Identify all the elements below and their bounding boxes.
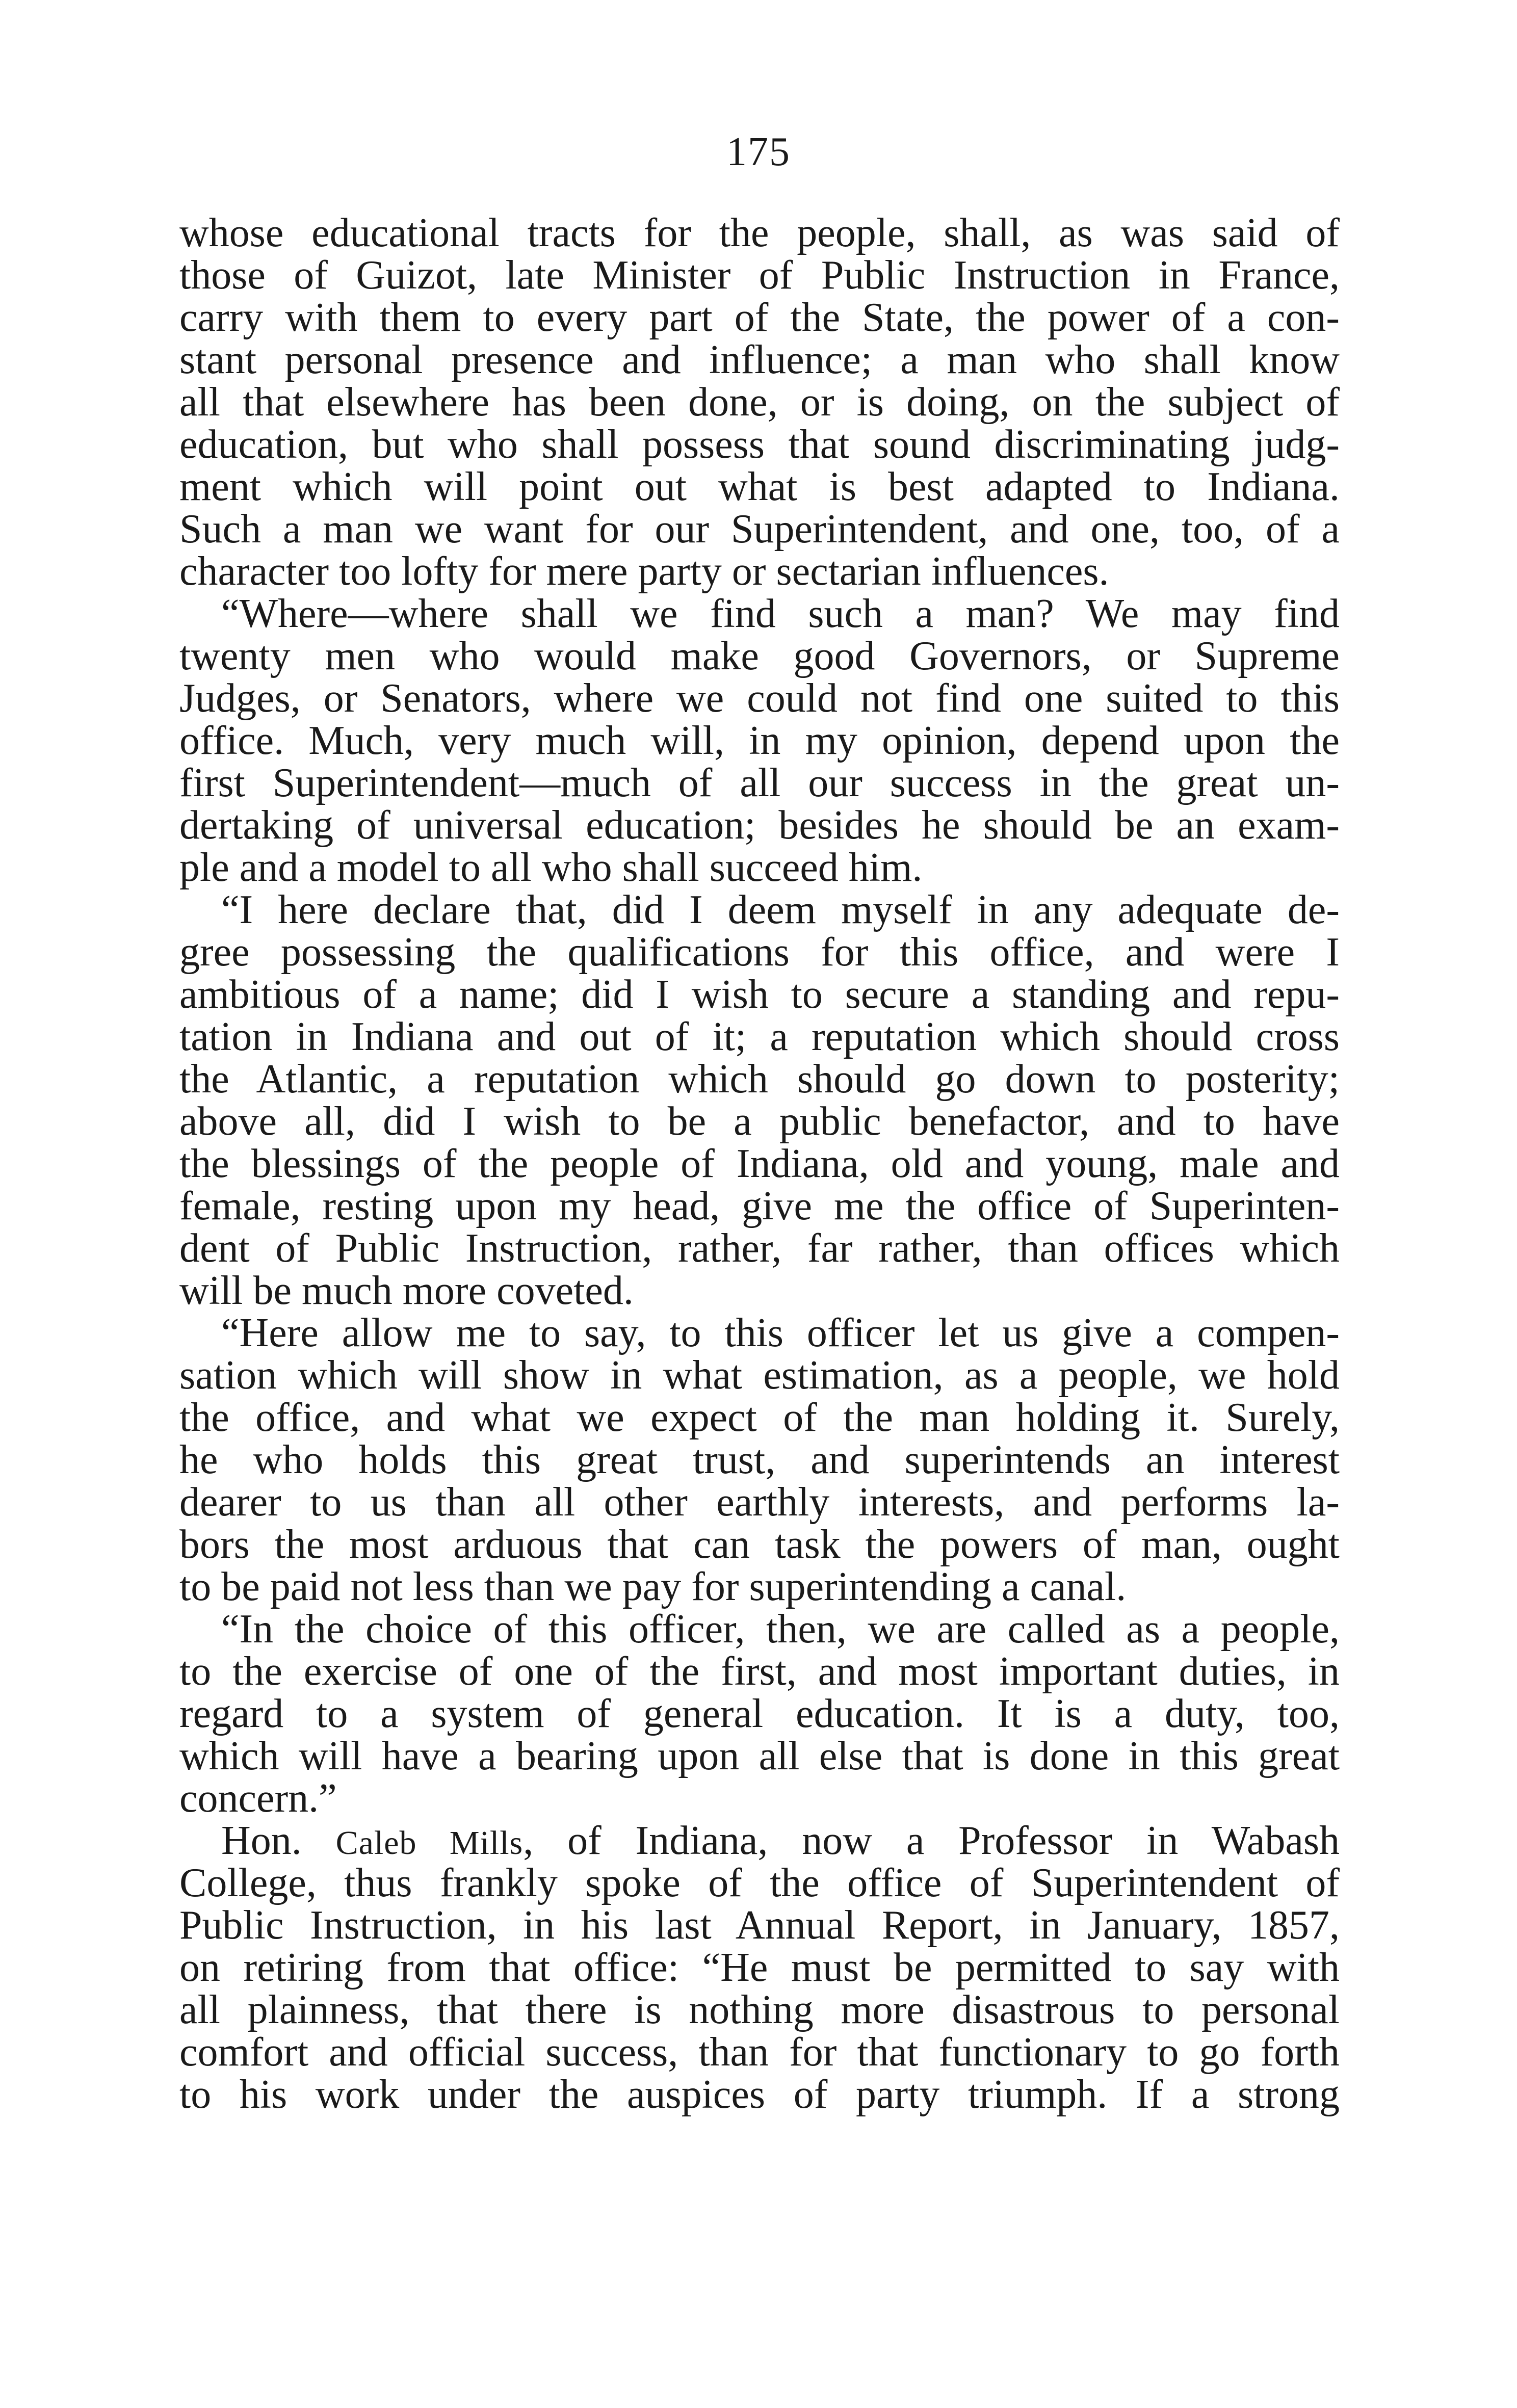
text-line: “Where—where shall we find such a man? We may find [221, 591, 1340, 636]
text-line: bors the most arduous that can task the powers of man, ought [179, 1522, 1340, 1567]
honorific: Hon. [221, 1818, 336, 1863]
text-line: gree possessing the qualifications for this office, and were I [179, 930, 1340, 975]
text-line: “I here declare that, did I deem myself in any adequate de- [221, 887, 1340, 932]
paragraph [179, 1820, 1340, 2116]
text-line [179, 1820, 1340, 1862]
text-line: Judges, or Senators, where we could not find one suited to this [179, 676, 1340, 721]
text-line: on retiring from that office: “He must be permitted to say with [179, 1945, 1340, 1990]
text-line: to the exercise of one of the first, and most important duties, in [179, 1649, 1340, 1694]
text-line: first Superintendent—much of all our success in the great un- [179, 761, 1340, 805]
text-line: stant personal presence and influence; a man who shall know [179, 337, 1340, 382]
text-line: twenty men who would make good Governors, or Supreme [179, 634, 1340, 678]
text-line: female, resting upon my head, give me the office of Superinten- [179, 1184, 1340, 1228]
text-line: regard to a system of general education. It is a duty, too, [179, 1691, 1340, 1736]
paragraph [179, 889, 1340, 1312]
text-line: will be much more coveted. [179, 1268, 634, 1313]
text-line: ment which will point out what is best adapted to Indiana. [179, 464, 1340, 509]
text-line: the blessings of the people of Indiana, old and young, male and [179, 1141, 1340, 1186]
text-line: College, thus frankly spoke of the office of Superintendent of [179, 1861, 1340, 1905]
text-line: to his work under the auspices of party triumph. If a strong [179, 2072, 1340, 2117]
body-text [179, 212, 1340, 2116]
text-line: which will have a bearing upon all else that is done in this great [179, 1734, 1340, 1778]
text-line: carry with them to every part of the State, the power of a con- [179, 295, 1340, 340]
paragraph [179, 212, 1340, 593]
text-line: the office, and what we expect of the man holding it. Surely, [179, 1395, 1340, 1440]
person-name: Caleb Mills [335, 1824, 524, 1862]
text-line: concern.” [179, 1776, 337, 1821]
text-line: dent of Public Instruction, rather, far rather, than offices which [179, 1226, 1340, 1271]
text-line: to be paid not less than we pay for superintending a canal. [179, 1564, 1127, 1609]
text-line: above all, did I wish to be a public benefactor, and to have [179, 1099, 1340, 1144]
text-line: ambitious of a name; did I wish to secure a standing and repu- [179, 972, 1340, 1017]
text-line: tation in Indiana and out of it; a reputation which should cross [179, 1014, 1340, 1059]
page-number: 175 [726, 129, 791, 174]
text-line: the Atlantic, a reputation which should go down to posterity; [179, 1057, 1340, 1102]
text-line: dearer to us than all other earthly interests, and performs la- [179, 1480, 1340, 1525]
text-line: Such a man we want for our Superintendent, and one, too, of a [179, 507, 1340, 552]
paragraph [179, 1312, 1340, 1608]
line-remainder: , of Indiana, now a Professor in Wabash [523, 1818, 1340, 1863]
paragraph [179, 593, 1340, 889]
text-line: all plainness, that there is nothing more disastrous to personal [179, 1987, 1340, 2032]
text-line: he who holds this great trust, and superintends an interest [179, 1437, 1340, 1482]
paragraph [179, 1608, 1340, 1820]
text-line: office. Much, very much will, in my opinion, depend upon the [179, 718, 1340, 763]
text-line: whose educational tracts for the people, shall, as was said of [179, 211, 1340, 255]
text-line: “In the choice of this officer, then, we are called as a people, [221, 1607, 1340, 1652]
text-line: ple and a model to all who shall succeed him. [179, 845, 923, 890]
text-line: character too lofty for mere party or sectarian influences. [179, 549, 1109, 594]
text-line: sation which will show in what estimation, as a people, we hold [179, 1353, 1340, 1398]
text-line: Public Instruction, in his last Annual Report, in January, 1857, [179, 1903, 1340, 1948]
text-line: education, but who shall possess that sound discriminating judg- [179, 422, 1340, 467]
text-line: those of Guizot, late Minister of Public Instruction in France, [179, 253, 1340, 298]
text-line: “Here allow me to say, to this officer let us give a compen- [221, 1311, 1340, 1355]
text-line: all that elsewhere has been done, or is doing, on the subject of [179, 380, 1340, 425]
text-line: comfort and official success, than for that functionary to go forth [179, 2030, 1340, 2075]
text-line: dertaking of universal education; besides he should be an exam- [179, 803, 1340, 848]
